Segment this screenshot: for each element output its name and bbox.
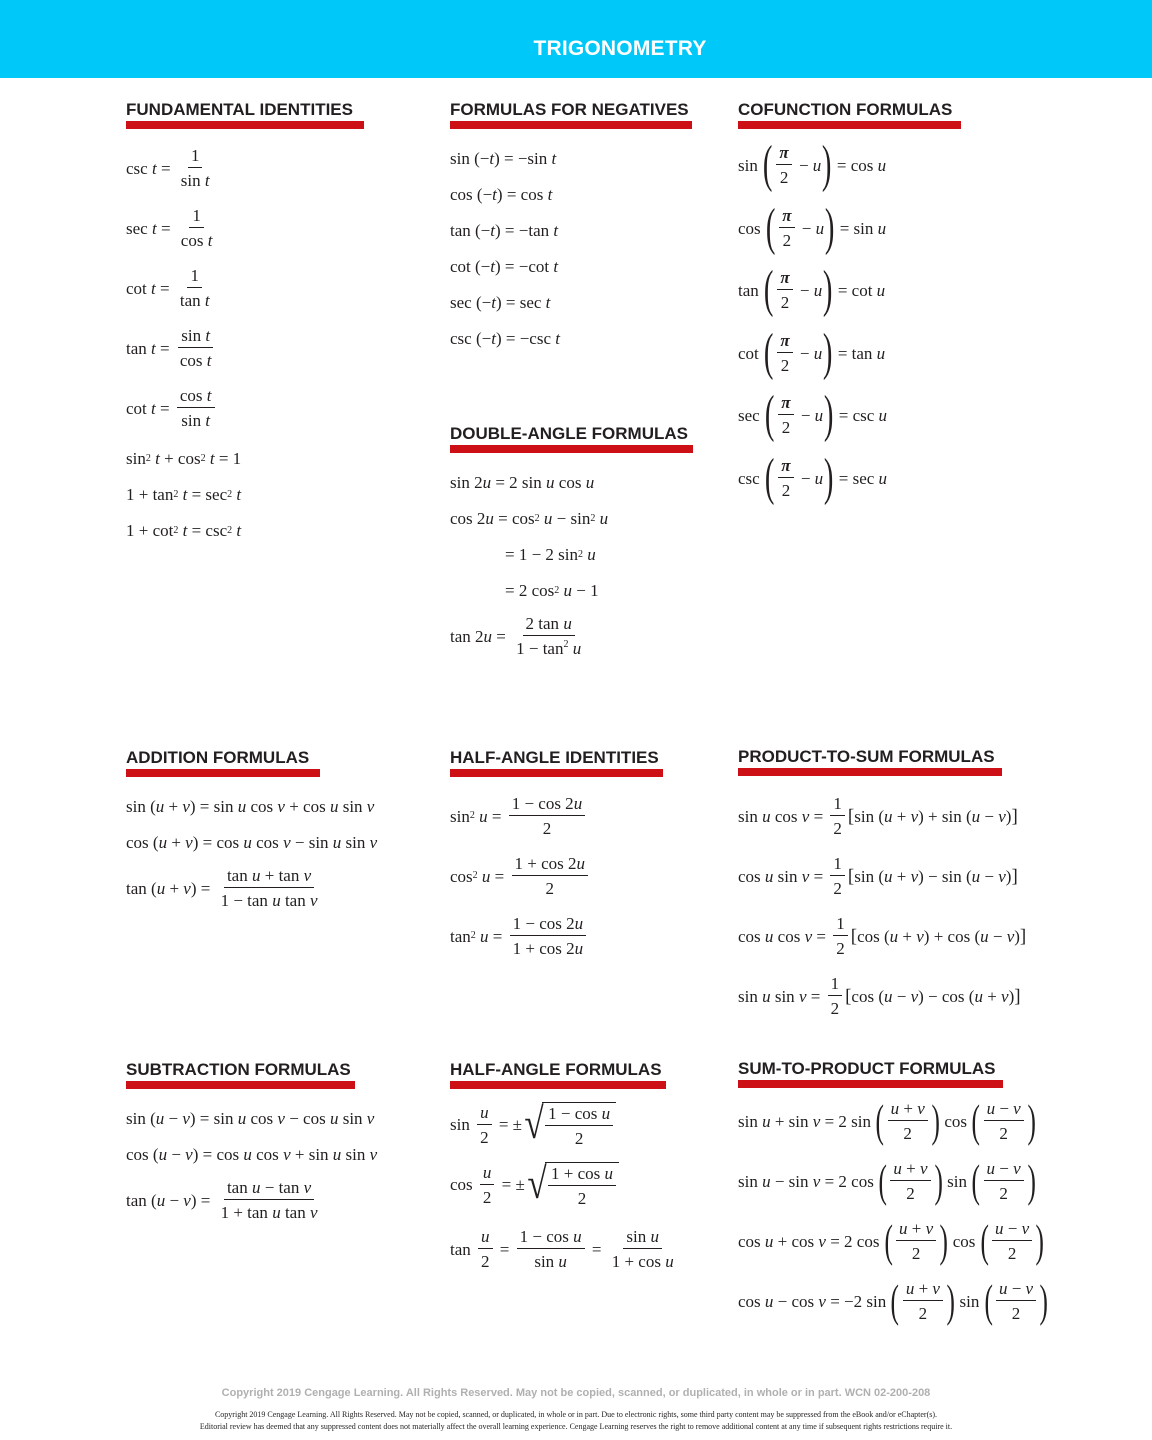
- formula-subtraction-tan: tan ( u − v ) = $\frac{\text{tan u − tan v}}{\text{1 + tan u tan v}}$: [126, 1178, 318, 1222]
- formula-addition-tan: tan ( u + v ) = $\frac{\text{tan u + tan v}}{\text{1 − tan u tan v}}$: [126, 866, 318, 910]
- formula-neg-cos: cos (− t ) = cos t: [450, 185, 553, 204]
- section-underline: [450, 445, 693, 453]
- section-underline: [126, 1081, 355, 1089]
- formula-half-identity-tan: tan 2 u = $\frac{1 - \cos 2u}{1 + \cos 2u}$: [450, 915, 589, 957]
- section-underline: [450, 769, 663, 777]
- formula-sum-sin-minus: sin u − sin v = 2 cos ( $\frac{u + v}{2}$ ) sin ( $\frac{u - v}{2}$ ): [738, 1155, 1036, 1207]
- formula-cofunction-csc: csc ( $\frac{\pi}{2}$ − u ) = sec u: [738, 449, 888, 506]
- formula-product-sin-sin: sin u sin v = $\frac{1}{2}$ [ cos ( u − v ) − cos ( u + v ) ]: [738, 974, 1021, 1018]
- formula-subtraction-cos: cos ( u − v ) = cos u cos v + sin u sin v: [126, 1145, 378, 1164]
- section-title-addition: ADDITION FORMULAS: [126, 748, 310, 767]
- copyright-notice: Copyright 2019 Cengage Learning. All Rights Reserved. May not be copied, scanned, or duplicated, in whole or in part. WCN 02-200-208: [221, 1387, 931, 1399]
- formula-subtraction-sin: sin ( u − v ) = sin u cos v − cos u sin v: [126, 1109, 375, 1128]
- formula-neg-csc: csc (− t ) = −csc t: [450, 329, 560, 348]
- formula-half-cos: cos $\frac{u}{2}$ = ± √ $\frac{\text{1 + cos u}}{2}$: [450, 1162, 619, 1207]
- formula-half-identity-cos: cos 2 u = $\frac{1 + \cos 2u}{2}$: [450, 855, 591, 897]
- section-underline: [738, 121, 961, 129]
- formula-sum-sin-plus: sin u + sin v = 2 sin ( $\frac{u + v}{2}$ ) cos ( $\frac{u - v}{2}$ ): [738, 1095, 1036, 1147]
- section-title-cofunction: COFUNCTION FORMULAS: [738, 100, 953, 119]
- section-title-negatives: FORMULAS FOR NEGATIVES: [450, 100, 689, 119]
- page-title: TRIGONOMETRY: [533, 37, 707, 60]
- formula-cofunction-sin: sin ( $\frac{\pi}{2}$ − u ) = cos u: [738, 136, 887, 193]
- formula-addition-cos: cos ( u + v ) = cos u cos v − sin u sin v: [126, 833, 378, 852]
- section-title-half-angle-identities: HALF-ANGLE IDENTITIES: [450, 748, 659, 767]
- formula-product-cos-sin: cos u sin v = $\frac{1}{2}$ [ sin ( u + v ) − sin ( u − v ) ]: [738, 854, 1018, 898]
- formula-half-tan: tan $\frac{u}{2}$ = $\frac{\text{1 − cos u}}{\text{sin u}}$ = $\frac{\text{sin u}}{\text{1 + cos u}}$: [450, 1227, 674, 1271]
- fine-print-line-1: Copyright 2019 Cengage Learning. All Rights Reserved. May not be copied, scanned, or duplicated, in whole or in part. Due to electronic rights, some third party content may be suppressed from the eBook and/or eChapter(s).: [214, 1410, 938, 1419]
- section-underline: [738, 768, 1002, 776]
- formula-cofunction-tan: tan ( $\frac{\pi}{2}$ − u ) = cot u: [738, 261, 886, 318]
- section-underline: [450, 1081, 666, 1089]
- fine-print-line-2: Editorial review has deemed that any suppressed content does not materially affect the overall learning experience. Cengage Learning reserves the right to remove additional content at any time if subsequent rights restrictions require it.: [199, 1422, 953, 1431]
- formula-half-sin: sin $\frac{u}{2}$ = ± √ $\frac{\text{1 − cos u}}{2}$: [450, 1102, 616, 1147]
- formula-pythagorean-2: 1 + tan 2 t = sec 2 t: [126, 485, 242, 504]
- section-underline: [738, 1080, 1003, 1088]
- formula-addition-sin: sin ( u + v ) = sin u cos v + cos u sin v: [126, 797, 375, 816]
- formula-neg-sin: sin (− t ) = −sin t: [450, 149, 557, 168]
- section-title-subtraction: SUBTRACTION FORMULAS: [126, 1060, 351, 1079]
- formula-csc-reciprocal: csc t = $\frac{1}{\text{sin t}}$: [126, 146, 210, 190]
- section-underline: [450, 121, 692, 129]
- section-underline: [126, 121, 364, 129]
- formula-cot-reciprocal: cot t = $\frac{1}{\text{tan t}}$: [126, 266, 210, 310]
- formula-cofunction-cos: cos ( $\frac{\pi}{2}$ − u ) = sin u: [738, 199, 887, 256]
- formula-cot-quotient: cot t = $\frac{\text{cos t}}{\text{sin t}}$: [126, 387, 218, 429]
- formula-double-sin: sin 2 u = 2 sin u cos u: [450, 473, 595, 492]
- section-underline: [126, 769, 320, 777]
- formula-sum-cos-plus: cos u + cos v = 2 cos ( $\frac{u + v}{2}$ ) cos ( $\frac{u - v}{2}$ ): [738, 1215, 1045, 1267]
- formula-cofunction-sec: sec ( $\frac{\pi}{2}$ − u ) = csc u: [738, 386, 888, 443]
- formula-double-tan: tan 2 u = $\frac{\text{2 tan u}}{1 - \tan^2 u}$: [450, 614, 582, 658]
- formula-sec-reciprocal: sec t = $\frac{1}{\text{cos t}}$: [126, 206, 213, 250]
- formula-pythagorean-1: sin 2 t + cos 2 t = 1: [126, 449, 242, 468]
- section-title-double-angle: DOUBLE-ANGLE FORMULAS: [450, 424, 688, 443]
- formula-neg-cot: cot (− t ) = −cot t: [450, 257, 559, 276]
- formula-double-cos-1: cos 2 u = cos 2 u − sin 2 u: [450, 509, 609, 528]
- formula-cofunction-cot: cot ( $\frac{\pi}{2}$ − u ) = tan u: [738, 324, 886, 381]
- section-title-half-angle-formulas: HALF-ANGLE FORMULAS: [450, 1060, 662, 1079]
- formula-sum-cos-minus: cos u − cos v = −2 sin ( $\frac{u + v}{2}$ ) sin ( $\frac{u - v}{2}$ ): [738, 1275, 1048, 1327]
- formula-product-sin-cos: sin u cos v = $\frac{1}{2}$ [ sin ( u + v ) + sin ( u − v ) ]: [738, 794, 1018, 838]
- formula-half-identity-sin: sin 2 u = $\frac{1 - \cos 2u}{2}$: [450, 795, 588, 837]
- formula-double-cos-2: = 1 − 2 sin 2 u: [505, 545, 596, 564]
- formula-neg-sec: sec (− t ) = sec t: [450, 293, 551, 312]
- formula-pythagorean-3: 1 + cot 2 t = csc 2 t: [126, 521, 242, 540]
- formula-product-cos-cos: cos u cos v = $\frac{1}{2}$ [ cos ( u + v ) + cos ( u − v ) ]: [738, 914, 1027, 958]
- formula-neg-tan: tan (− t ) = −tan t: [450, 221, 559, 240]
- section-title-product-to-sum: PRODUCT-TO-SUM FORMULAS: [738, 747, 995, 766]
- formula-tan-quotient: tan t = $\frac{\text{sin t}}{\text{cos t}}$: [126, 326, 212, 370]
- formula-double-cos-3: = 2 cos 2 u − 1: [505, 581, 599, 600]
- section-title-fundamental: FUNDAMENTAL IDENTITIES: [126, 100, 353, 119]
- section-title-sum-to-product: SUM-TO-PRODUCT FORMULAS: [738, 1059, 996, 1078]
